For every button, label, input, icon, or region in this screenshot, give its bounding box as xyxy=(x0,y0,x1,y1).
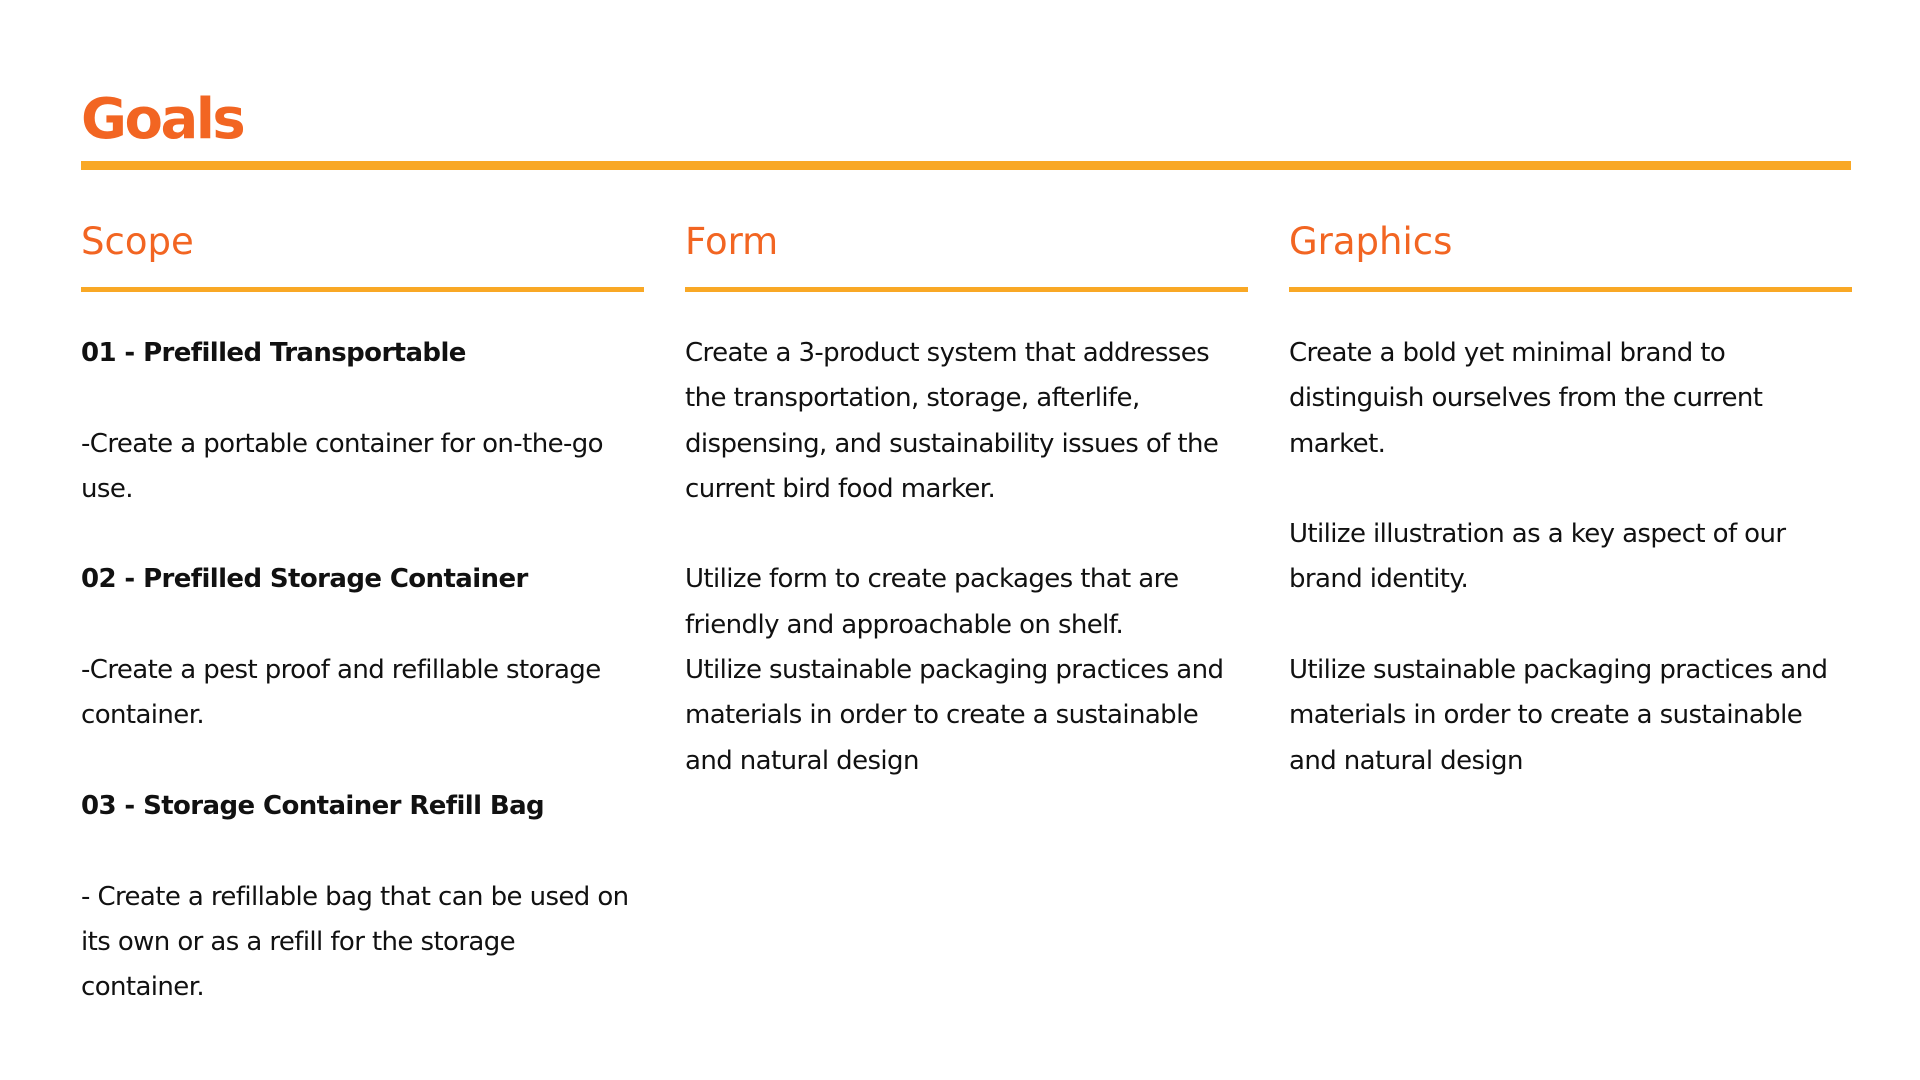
graphics-paragraph: Create a bold yet minimal brand to distinguish ourselves from the current market. xyxy=(1289,338,1763,459)
title-divider xyxy=(81,161,1851,170)
form-paragraph: Create a 3-product system that addresses the transportation, storage, afterlife, dispensing, and sustainability issues of the current bird food marker. xyxy=(685,338,1219,504)
graphics-paragraph: Utilize sustainable packaging practices and materials in order to create a sustainable and natural design xyxy=(1289,655,1828,776)
scope-item-heading: 01 - Prefilled Transportable xyxy=(81,338,466,368)
scope-divider xyxy=(81,287,644,292)
scope-column xyxy=(81,212,644,1010)
form-heading: Form xyxy=(685,220,779,263)
scope-item-heading: 02 - Prefilled Storage Container xyxy=(81,564,528,595)
graphics-body xyxy=(1289,331,1854,784)
form-divider xyxy=(685,287,1248,292)
scope-item-text: -Create a pest proof and refillable storage container. xyxy=(81,655,601,731)
scope-heading: Scope xyxy=(81,220,194,263)
form-body xyxy=(685,331,1248,784)
scope-item-heading: 03 - Storage Container Refill Bag xyxy=(81,790,545,821)
form-paragraph: Utilize sustainable packaging practices and materials in order to create a sustainable and natural design xyxy=(685,655,1224,776)
form-paragraph: Utilize form to create packages that are friendly and approachable on shelf. xyxy=(685,564,1179,640)
scope-item-text: - Create a refillable bag that can be used on its own or as a refill for the storage container. xyxy=(81,881,629,1003)
page-title: Goals xyxy=(81,87,244,152)
form-column xyxy=(685,212,1248,784)
scope-body xyxy=(81,331,644,1010)
scope-item-text: -Create a portable container for on-the-go use. xyxy=(81,428,603,504)
graphics-divider xyxy=(1289,287,1852,292)
graphics-paragraph: Utilize illustration as a key aspect of our brand identity. xyxy=(1289,519,1786,595)
graphics-column xyxy=(1289,212,1852,784)
graphics-heading: Graphics xyxy=(1289,220,1453,263)
